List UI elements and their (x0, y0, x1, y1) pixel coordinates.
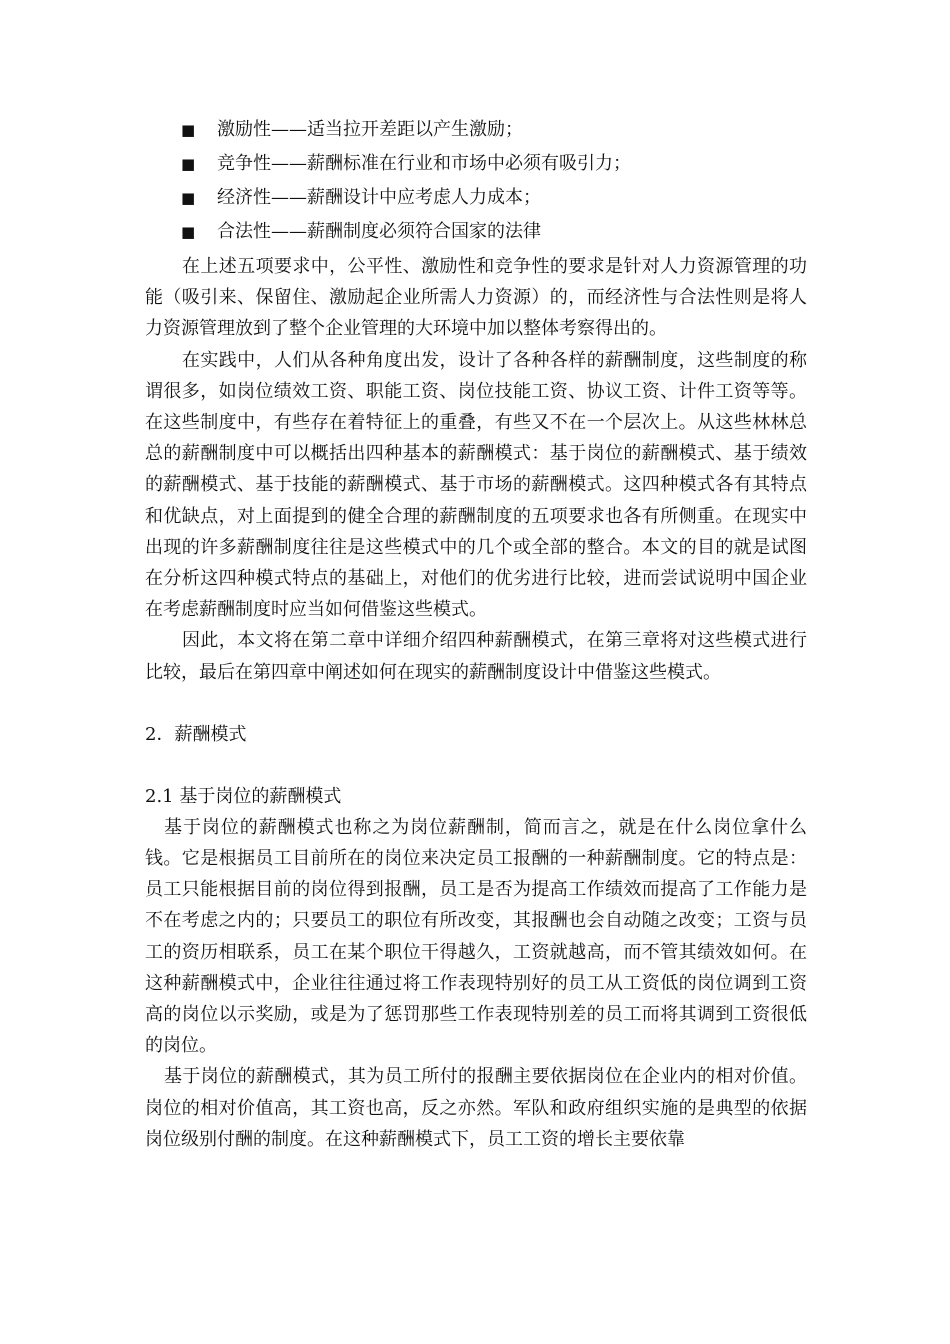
bullet-item (145, 113, 807, 147)
square-bullet-icon: ■ (181, 155, 196, 173)
bullet-item (145, 215, 807, 249)
bullet-text: 竞争性——薪酬标准在行业和市场中必须有吸引力； (217, 153, 631, 174)
body-paragraph: 在实践中，人们从各种角度出发，设计了各种各样的薪酬制度，这些制度的称谓很多，如岗位绩效工资、职能工资、岗位技能工资、协议工资、计件工资等等。在这些制度中，有些存在着特征上的重叠，有些又不在一个层次上。从这些林林总总的薪酬制度中可以概括出四种基本的薪酬模式：基于岗位的薪酬模式、基于绩效的薪酬模式、基于技能的薪酬模式、基于市场的薪酬模式。这四种模式各有其特点和优缺点，对上面提到的健全合理的薪酬制度的五项要求也各有所侧重。在现实中出现的许多薪酬制度往往是这些模式中的几个或全部的整合。本文的目的就是试图在分析这四种模式特点的基础上，对他们的优劣进行比较，进而尝试说明中国企业在考虑薪酬制度时应当如何借鉴这些模式。 (145, 349, 807, 621)
body-paragraph: 基于岗位的薪酬模式，其为员工所付的报酬主要依据岗位在企业内的相对价值。岗位的相对价值高，其工资也高，反之亦然。军队和政府组织实施的是典型的依据岗位级别付酬的制度。在这种薪酬模式下，员工工资的增长主要依靠 (145, 1066, 807, 1150)
bullet-text: 经济性——薪酬设计中应考虑人力成本； (217, 187, 541, 208)
square-bullet-icon: ■ (181, 121, 196, 139)
body-paragraph: 在上述五项要求中，公平性、激励性和竞争性的要求是针对人力资源管理的功能（吸引来、保留住、激励起企业所需人力资源）的，而经济性与合法性则是将人力资源管理放到了整个企业管理的大环境中加以整体考察得出的。 (145, 256, 807, 340)
square-bullet-icon: ■ (181, 189, 196, 207)
square-bullet-icon: ■ (181, 223, 196, 241)
bullet-item (145, 147, 807, 181)
document-page (145, 113, 807, 1155)
section-heading: 2．薪酬模式 (145, 723, 247, 745)
bullet-text: 合法性——薪酬制度必须符合国家的法律 (217, 221, 541, 242)
bullet-item (145, 181, 807, 215)
body-paragraph: 基于岗位的薪酬模式也称之为岗位薪酬制，简而言之，就是在什么岗位拿什么钱。它是根据员工目前所在的岗位来决定员工报酬的一种薪酬制度。它的特点是：员工只能根据目前的岗位得到报酬，员工是否为提高工作绩效而提高了工作能力是不在考虑之内的；只要员工的职位有所改变，其报酬也会自动随之改变；工资与员工的资历相联系，员工在某个职位干得越久，工资就越高，而不管其绩效如何。在这种薪酬模式中，企业往往通过将工作表现特别好的员工从工资低的岗位调到工资高的岗位以示奖励，或是为了惩罚那些工作表现特别差的员工而将其调到工资很低的岗位。 (145, 816, 807, 1057)
bullet-text: 激励性——适当拉开差距以产生激励； (217, 119, 523, 140)
body-paragraph: 因此，本文将在第二章中详细介绍四种薪酬模式，在第三章将对这些模式进行比较，最后在第四章中阐述如何在现实的薪酬制度设计中借鉴这些模式。 (145, 630, 807, 683)
subsection-heading: 2.1 基于岗位的薪酬模式 (145, 785, 342, 807)
